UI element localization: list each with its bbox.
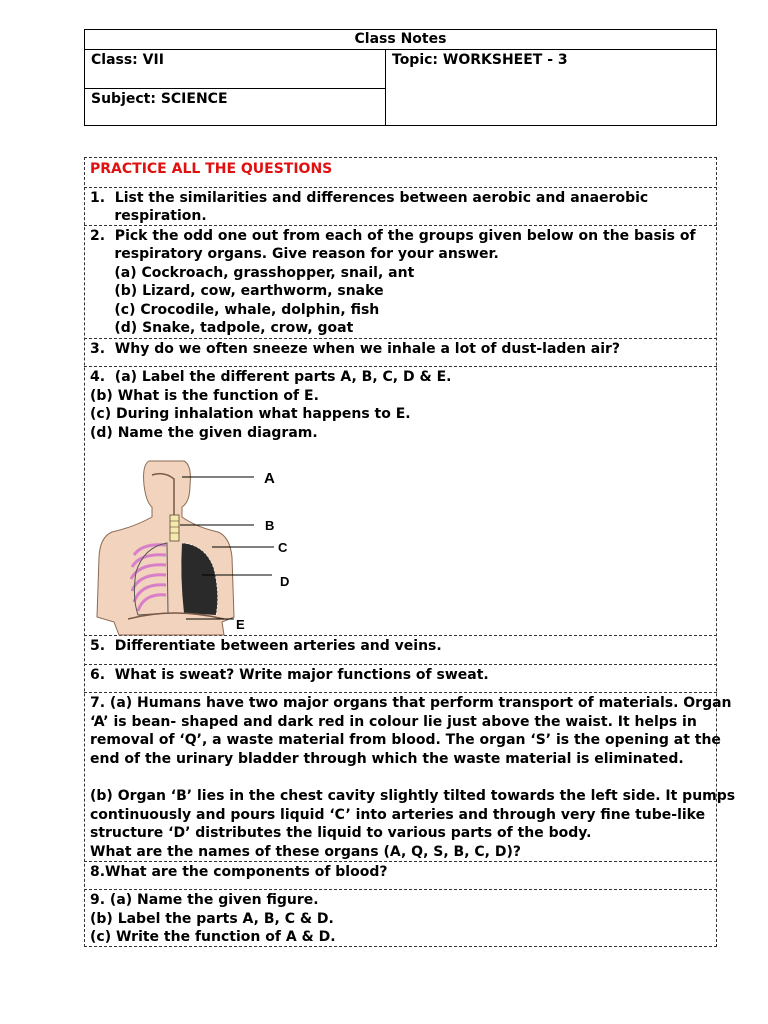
subject-label: Subject: SCIENCE	[91, 91, 228, 107]
row-divider	[84, 692, 717, 693]
label-c: C	[278, 540, 288, 555]
question-line: 4. (a) Label the different parts A, B, C, D & E.	[90, 369, 452, 385]
topic-label: Topic: WORKSHEET - 3	[392, 52, 568, 68]
question-line: (c) During inhalation what happens to E.	[90, 406, 411, 422]
label-a: A	[264, 470, 275, 487]
question-line: structure ‘D’ distributes the liquid to various parts of the body.	[90, 825, 592, 841]
header-title: Class Notes	[85, 30, 716, 50]
question-line: (b) Lizard, cow, earthworm, snake	[90, 283, 384, 299]
questions-table	[84, 157, 736, 947]
question-line: (c) Write the function of A & D.	[90, 929, 336, 945]
question-line: (b) Label the parts A, B, C & D.	[90, 911, 334, 927]
trachea	[170, 515, 179, 541]
label-d: D	[280, 574, 290, 589]
question-line: ‘A’ is bean- shaped and dark red in colour lie just above the waist. It helps in	[90, 714, 697, 730]
question-line: (a) Cockroach, grasshopper, snail, ant	[90, 265, 415, 281]
header-table	[84, 29, 717, 126]
class-label: Class: VII	[91, 52, 164, 68]
question-5: 5. Differentiate between arteries and veins.	[90, 638, 442, 654]
question-line: 7. (a) Humans have two major organs that perform transport of materials. Organ	[90, 695, 732, 711]
question-3: 3. Why do we often sneeze when we inhale a lot of dust-laden air?	[90, 341, 621, 357]
question-line: (b) Organ ‘B’ lies in the chest cavity slightly tilted towards the left side. It pumps	[90, 788, 736, 804]
question-line: 9. (a) Name the given figure.	[90, 892, 319, 908]
question-line: end of the urinary bladder through which the waste material is eliminated.	[90, 751, 684, 767]
question-line: respiratory organs. Give reason for your answer.	[90, 246, 499, 262]
question-line: (d) Snake, tadpole, crow, goat	[90, 320, 354, 336]
question-line: (d) Name the given diagram.	[90, 425, 318, 441]
row-divider	[84, 338, 717, 339]
row-divider	[84, 889, 717, 890]
question-line: 2. Pick the odd one out from each of the groups given below on the basis of	[90, 228, 696, 244]
header-divider-horizontal	[85, 88, 385, 89]
question-line: removal of ‘Q’, a waste material from blood. The organ ‘S’ is the opening at the	[90, 732, 721, 748]
row-divider	[84, 664, 717, 665]
question-line: (b) What is the function of E.	[90, 388, 319, 404]
practice-heading: PRACTICE ALL THE QUESTIONS	[90, 161, 333, 177]
question-line: respiration.	[90, 208, 207, 224]
label-e: E	[236, 617, 245, 632]
header-divider-vertical	[385, 50, 386, 126]
question-line: continuously and pours liquid ‘C’ into arteries and through very fine tube-like	[90, 807, 706, 823]
question-6: 6. What is sweat? Write major functions of sweat.	[90, 667, 489, 683]
label-b: B	[265, 518, 275, 533]
row-divider	[84, 187, 717, 188]
question-line: What are the names of these organs (A, Q, S, B, C, D)?	[90, 844, 522, 860]
question-line: 1. List the similarities and differences between aerobic and anaerobic	[90, 190, 649, 206]
question-8: 8.What are the components of blood?	[90, 864, 388, 880]
respiratory-system-diagram	[94, 457, 314, 637]
row-divider	[84, 366, 717, 367]
question-line: (c) Crocodile, whale, dolphin, fish	[90, 302, 380, 318]
